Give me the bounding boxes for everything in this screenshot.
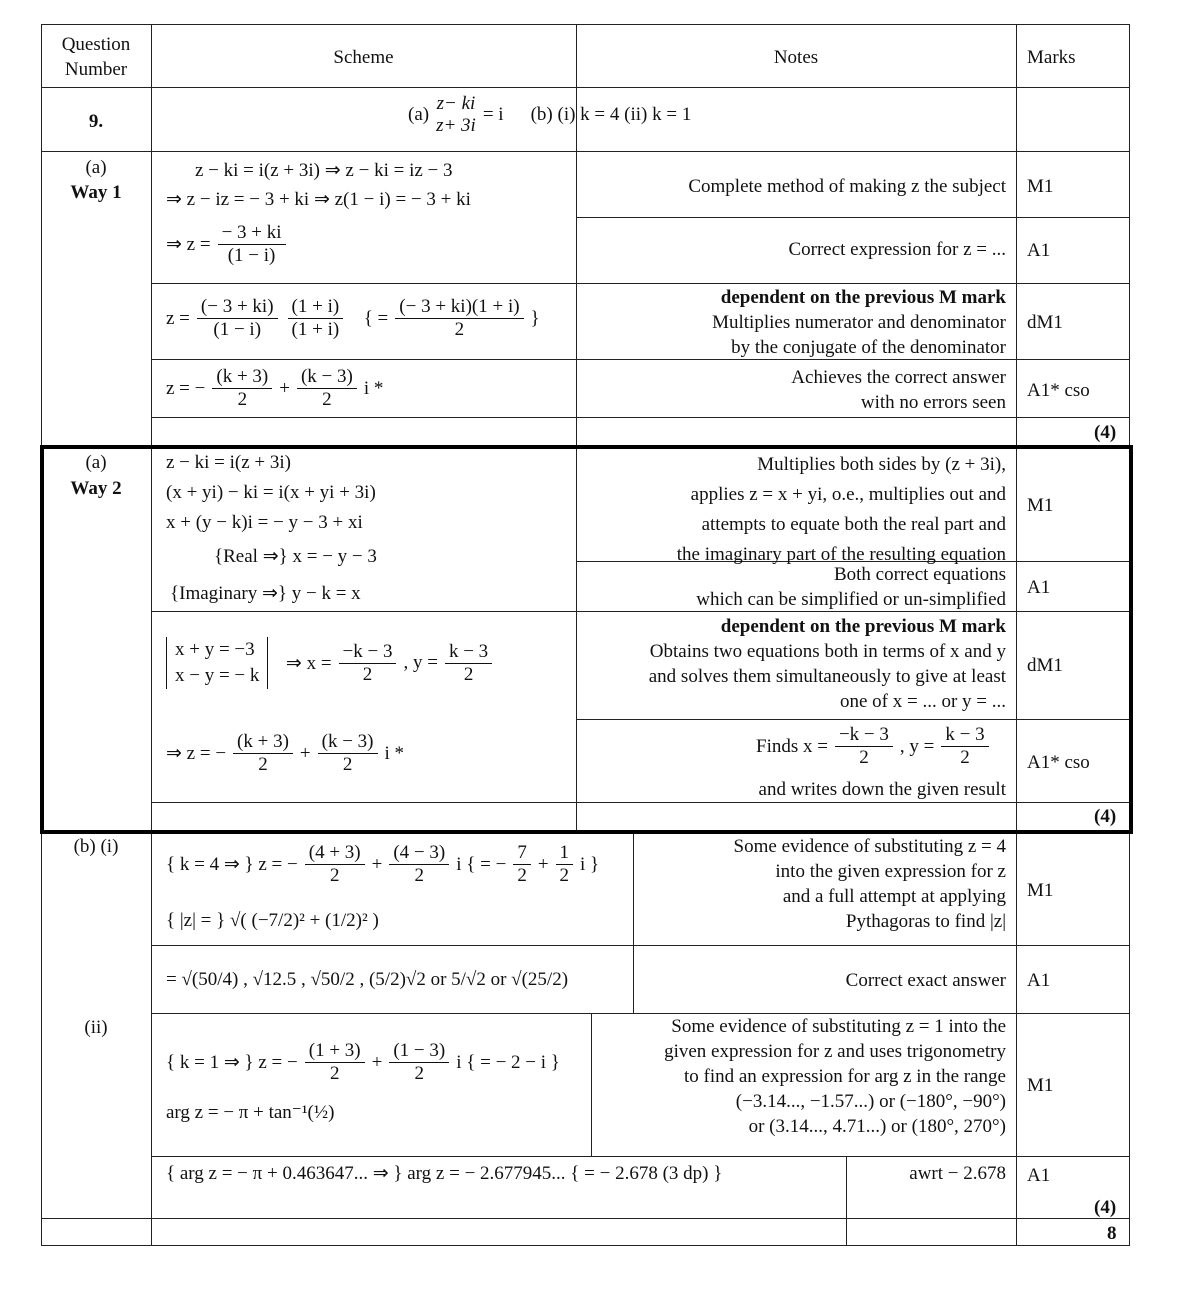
subtotal: (4) bbox=[1094, 1197, 1117, 1218]
subtotal: (4) bbox=[1094, 806, 1117, 827]
note: and writes down the given result bbox=[758, 779, 1006, 800]
part-label: (ii) bbox=[84, 1017, 108, 1038]
scheme-line: arg z = − π + tan⁻¹(½) bbox=[166, 1102, 335, 1123]
part-label: (b) (i) bbox=[73, 836, 119, 857]
note: awrt − 2.678 bbox=[909, 1163, 1006, 1184]
scheme-line: (x + yi) − ki = i(x + yi + 3i) bbox=[166, 482, 376, 503]
header-notes: Notes bbox=[773, 47, 819, 68]
question-number: 9. bbox=[88, 111, 104, 132]
mark: dM1 bbox=[1027, 655, 1063, 676]
scheme-line: ⇒ z = $\frac{- 3 + ki}{(1 - i)}$ bbox=[166, 222, 289, 267]
subtotal: (4) bbox=[1094, 422, 1117, 443]
note: Finds x = $\frac{-k - 3}{2}$ , y = $\frac{k - 3}{2}$ bbox=[756, 724, 992, 769]
part-label: (a) bbox=[85, 452, 107, 473]
note: Some evidence of substituting z = 1 into the given expression for z and uses trigonometry to find an expression for arg z in the range (−3.14..., −1.57...) or (−180°, −90°) or (3.14..., 4.71...) or (180°, 270°) bbox=[664, 1016, 1006, 1137]
mark: M1 bbox=[1027, 495, 1054, 516]
mark: A1 bbox=[1027, 240, 1051, 261]
scheme-line: = √(50/4) , √12.5 , √50/2 , (5/2)√2 or 5/√2 or √(25/2) bbox=[166, 969, 569, 990]
header-scheme: Scheme bbox=[333, 47, 394, 68]
scheme-line: {Real ⇒} x = − y − 3 bbox=[214, 546, 377, 567]
note: Some evidence of substituting z = 4 into the given expression for z and a full attempt at applying Pythagoras to find |z| bbox=[733, 836, 1006, 932]
scheme-line: ⇒ z − iz = − 3 + ki ⇒ z(1 − i) = − 3 + ki bbox=[166, 189, 471, 210]
scheme-line: x + y = −3 x − y = − k ⇒ x = $\frac{-k - 3}{2}$ , y = $\frac{k - 3}{2}$ bbox=[166, 637, 495, 689]
way-label: Way 2 bbox=[70, 478, 122, 499]
note: Correct exact answer bbox=[845, 970, 1006, 991]
mark: A1* cso bbox=[1027, 752, 1090, 773]
scheme-line: z = − $\frac{(k + 3)}{2}$ + $\frac{(k - 3)}{2}$ i * bbox=[166, 366, 384, 410]
header-marks: Marks bbox=[1027, 47, 1076, 68]
mark: M1 bbox=[1027, 1075, 1054, 1096]
question-total: 8 bbox=[1107, 1223, 1117, 1244]
note: dependent on the previous M mark Multiplies numerator and denominator by the conjugate of the denominator bbox=[712, 287, 1006, 358]
scheme-line: { k = 4 ⇒ } z = − $\frac{(4 + 3)}{2}$ + $\frac{(4 - 3)}{2}$ i { = − $\frac{7}{2}$ + $\frac{1}{2}$ i } bbox=[166, 842, 600, 886]
header-question-number: Question Number bbox=[61, 34, 131, 80]
mark: A1 bbox=[1027, 970, 1051, 991]
mark: A1 bbox=[1027, 577, 1051, 598]
scheme-line: z − ki = i(z + 3i) ⇒ z − ki = iz − 3 bbox=[195, 160, 453, 181]
way-label: Way 1 bbox=[70, 182, 122, 203]
question-statement: (a) z− ki z+ 3i = i (b) (i) k = 4 (ii) k = 1 bbox=[408, 93, 692, 136]
mark: M1 bbox=[1027, 176, 1054, 197]
scheme-line: { |z| = } √( (−7/2)² + (1/2)² ) bbox=[166, 910, 379, 931]
note: Achieves the correct answer with no errors seen bbox=[791, 367, 1006, 413]
scheme-line: x + (y − k)i = − y − 3 + xi bbox=[166, 512, 363, 533]
mark: A1* cso bbox=[1027, 380, 1090, 401]
scheme-line: z − ki = i(z + 3i) bbox=[166, 452, 292, 473]
scheme-line: {Imaginary ⇒} y − k = x bbox=[170, 583, 361, 604]
mark: dM1 bbox=[1027, 312, 1063, 333]
mark: M1 bbox=[1027, 880, 1054, 901]
note: Multiplies both sides by (z + 3i), applies z = x + yi, o.e., multiplies out and attempts to equate both the real part and the imaginary part of the resulting equation bbox=[676, 454, 1006, 565]
note: Complete method of making z the subject bbox=[688, 176, 1006, 197]
scheme-line: { arg z = − π + 0.463647... ⇒ } arg z = − 2.677945... { = − 2.678 (3 dp) } bbox=[166, 1163, 723, 1184]
scheme-line: z = $\frac{(- 3 + ki)}{(1 - i)}$ (1 + i) (1 + i) { = $\frac{(- 3 + ki)(1 + i)}{2}$ } bbox=[166, 296, 540, 340]
note: Both correct equations which can be simplified or un-simplified bbox=[696, 564, 1006, 610]
scheme-line: ⇒ z = − $\frac{(k + 3)}{2}$ + $\frac{(k - 3)}{2}$ i * bbox=[166, 731, 405, 775]
note: dependent on the previous M mark Obtains two equations both in terms of x and y and solves them simultaneously to give at least one of x = ... or y = ... bbox=[648, 616, 1006, 712]
note: Correct expression for z = ... bbox=[788, 239, 1006, 260]
part-label: (a) bbox=[85, 157, 107, 178]
mark: A1 bbox=[1027, 1165, 1051, 1186]
scheme-line: { k = 1 ⇒ } z = − $\frac{(1 + 3)}{2}$ + $\frac{(1 - 3)}{2}$ i { = − 2 − i } bbox=[166, 1040, 560, 1084]
